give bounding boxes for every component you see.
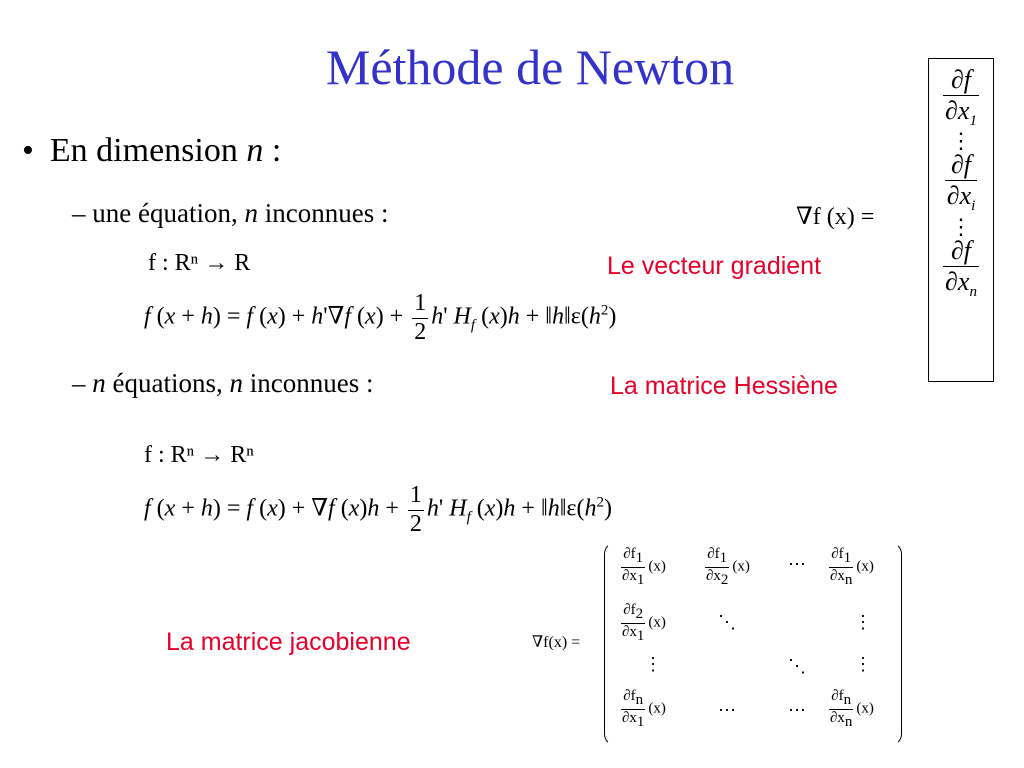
map-f-rn-r: f : Rⁿ → R [148,250,251,276]
taylor-scalar-formula: f (x + h) = f (x) + h'∇f (x) + $\frac{1}{2}$ h' $H_f$ $(x)h + ‖h‖\varepsilon(h^2)$ [144,290,617,345]
bullet-marker: • [22,132,34,169]
label-jacobian-matrix: La matrice jacobienne [166,628,411,656]
bullet-dimension-n: • En dimension n : [22,132,282,169]
sub-bullet-n-equations: – n équations, n inconnues : [72,368,374,398]
slide-title: Méthode de Newton [325,39,735,95]
gradient-lhs: ∇f (x) = [796,204,875,230]
jacobian-matrix: $\frac{\partial f_1}{\partial x_1}$ (x) $\frac{\partial f_1}{\partial x_2}$ (x) ⋯ $\frac{\partial f_1}{\partial x_n}$ (x) $\frac{\partial f_2}{\partial x_1}$ (x) ⋱ ⋮ ⋮ ⋱ ⋮ $\frac{\partial f_n}{\partial x_1}$ (x) ⋯ ⋯ $\frac{\partial f_n}{\partial x_n}$ (x) [604,542,902,746]
sub-bullet-one-equation: – une équation, n inconnues : [72,198,389,228]
map-f-rn-rn: f : Rⁿ → Rⁿ [144,442,254,468]
label-gradient-vector: Le vecteur gradient [607,252,822,280]
jacobian-lhs: ∇f(x) = [532,634,581,651]
gradient-vector: $\frac{\partial f}{\partial x_1}$ ⋮ $\frac{\partial f}{\partial x_i}$ ⋮ $\frac{\partial f}{\partial x_n}$ [928,58,994,382]
label-hessian-matrix: La matrice Hessiène [610,372,838,400]
taylor-vector-formula: f (x + h) = f (x) + ∇f (x)h + $\frac{1}{2}$ h' $H_f$ $(x)h + ‖h‖\varepsilon(h^2)$ [144,482,612,537]
